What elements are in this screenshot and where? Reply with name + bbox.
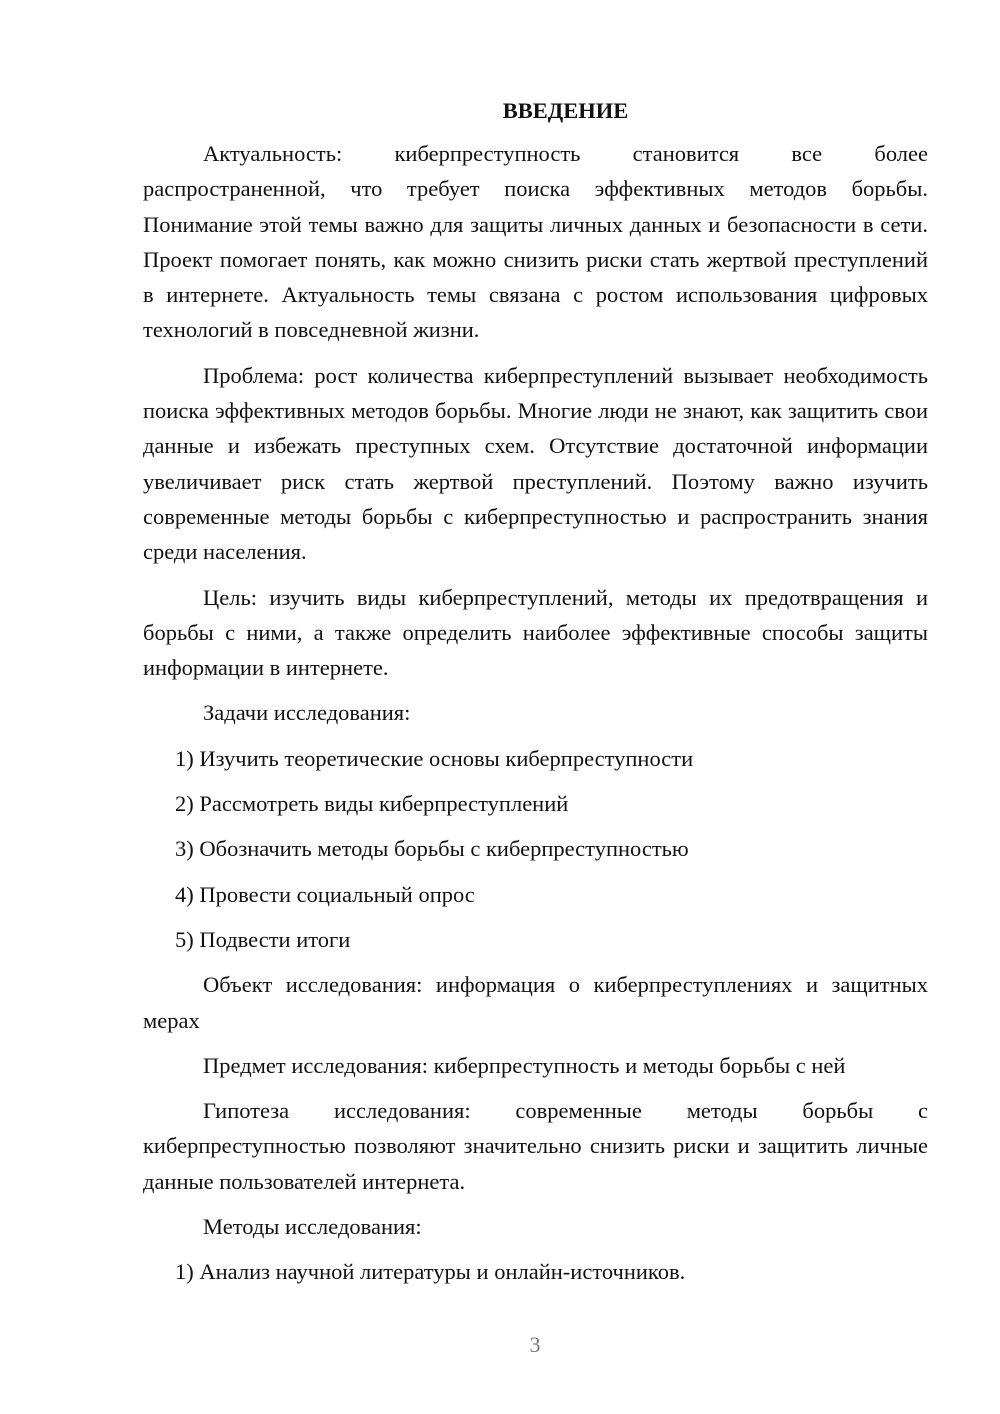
goal-paragraph: Цель: изучить виды киберпреступлений, методы их предотвращения и борьбы с ними, а также определить наиболее эффективные способы защиты информации в интернете. <box>143 584 928 681</box>
hypothesis-paragraph: Гипотеза исследования: современные методы борьбы с киберпреступностью позволяют значительно снизить риски и защитить личные данные пользователей интернета. <box>143 1098 928 1194</box>
page-number: 3 <box>529 1332 541 1357</box>
task-item: 2) Рассмотреть виды киберпреступлений <box>175 791 569 817</box>
methods-heading: Методы исследования: <box>203 1214 422 1240</box>
task-item: 4) Провести социальный опрос <box>175 881 475 907</box>
relevance-paragraph: Актуальность: киберпреступность становится все более распространенной, что требует поиска эффективных методов борьбы. Понимание этой темы важно для защиты личных данных и безопасности в сети. Проект помогает понять, как можно снизить риски стать жертвой преступлений в интернете. Актуальность темы связана с ростом использования цифровых технологий в повседневной жизни. <box>143 141 928 343</box>
task-item: 5) Подвести итоги <box>175 926 351 952</box>
object-paragraph: Объект исследования: информация о киберпреступлениях и защитных мерах <box>143 972 928 1033</box>
subject-paragraph: Предмет исследования: киберпреступность и методы борьбы с ней <box>203 1052 846 1078</box>
method-item: 1) Анализ научной литературы и онлайн-источников. <box>175 1259 686 1285</box>
task-item: 3) Обозначить методы борьбы с киберпреступностью <box>175 836 689 862</box>
task-item: 1) Изучить теоретические основы киберпреступности <box>175 745 694 771</box>
problem-paragraph: Проблема: рост количества киберпреступлений вызывает необходимость поиска эффективных методов борьбы. Многие люди не знают, как защитить свои данные и избежать преступных схем. Отсутствие достаточной информации увеличивает риск стать жертвой преступлений. Поэтому важно изучить современные методы борьбы с киберпреступностью и распространить знания среди населения. <box>143 362 928 565</box>
page-content <box>143 96 928 1300</box>
tasks-heading: Задачи исследования: <box>203 700 411 726</box>
section-heading: ВВЕДЕНИЕ <box>502 98 629 123</box>
